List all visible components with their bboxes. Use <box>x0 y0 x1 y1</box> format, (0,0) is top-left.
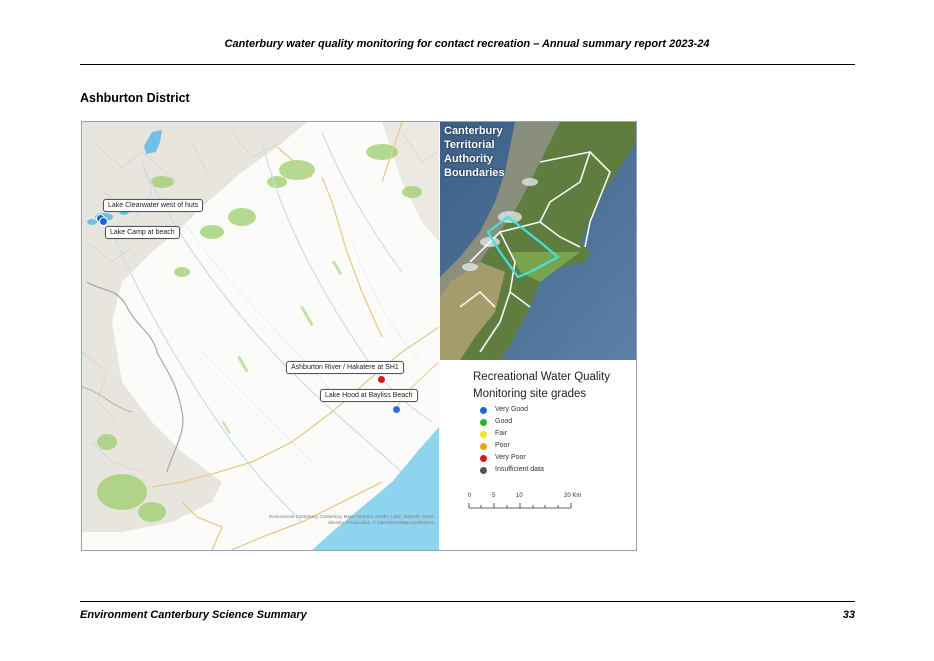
scale-tick-label: 0 <box>468 493 472 499</box>
inset-title-line: Canterbury <box>444 125 503 137</box>
legend-label: Very Poor <box>495 454 526 461</box>
legend-label: Very Good <box>495 406 529 413</box>
district-map <box>82 122 439 550</box>
legend-swatch <box>480 443 487 450</box>
inset-title-line: Territorial <box>444 139 495 151</box>
legend-swatch <box>480 431 487 438</box>
legend-label: Fair <box>495 430 508 437</box>
scale-tick-label: 5 <box>492 493 496 499</box>
site-label-lake-camp: Lake Camp at beach <box>105 226 180 239</box>
legend-swatch <box>480 467 487 474</box>
page-number: 33 <box>842 609 855 621</box>
legend-title-line1: Recreational Water Quality <box>473 371 610 383</box>
inset-title-line: Boundaries <box>444 167 505 179</box>
legend-label: Insufficient data <box>495 466 544 473</box>
report-header-title: Canterbury water quality monitoring for contact recreation – Annual summary report 2023-24 <box>224 38 710 50</box>
legend-title-line2: Monitoring site grades <box>473 388 587 400</box>
map-legend <box>440 360 636 550</box>
site-label-lake-clearwater: Lake Clearwater west of huts <box>103 199 203 212</box>
inset-title-line: Authority <box>444 153 493 165</box>
legend-label: Good <box>495 418 513 425</box>
site-marker-lake-camp[interactable] <box>99 217 108 226</box>
legend-swatch <box>480 455 487 462</box>
site-label-ashburton-river: Ashburton River / Hakatere at SH1 <box>286 361 404 374</box>
footer-rule <box>80 601 855 602</box>
inset-title <box>444 124 505 180</box>
header-rule <box>80 64 855 65</box>
scale-bar <box>468 502 578 510</box>
map-figure <box>81 121 637 551</box>
scale-tick-label: 20 Km <box>564 493 582 499</box>
footer-report-name: Environment Canterbury Science Summary <box>80 609 307 621</box>
scale-tick-label: 10 <box>516 493 523 499</box>
site-label-lake-hood: Lake Hood at Bayliss Beach <box>320 389 418 402</box>
legend-swatch <box>480 419 487 426</box>
site-marker-lake-hood[interactable] <box>392 405 401 414</box>
map-attribution: Environment Canterbury, Canterbury Maps Partners, DPMC, LINZ, StatsNZ, NIWA, Ministry of Education, © OpenStreetMap contributors. <box>269 514 435 525</box>
legend-swatch <box>480 407 487 414</box>
section-heading: Ashburton District <box>80 91 190 105</box>
site-marker-ashburton-river[interactable] <box>377 375 386 384</box>
legend-label: Poor <box>495 442 510 449</box>
